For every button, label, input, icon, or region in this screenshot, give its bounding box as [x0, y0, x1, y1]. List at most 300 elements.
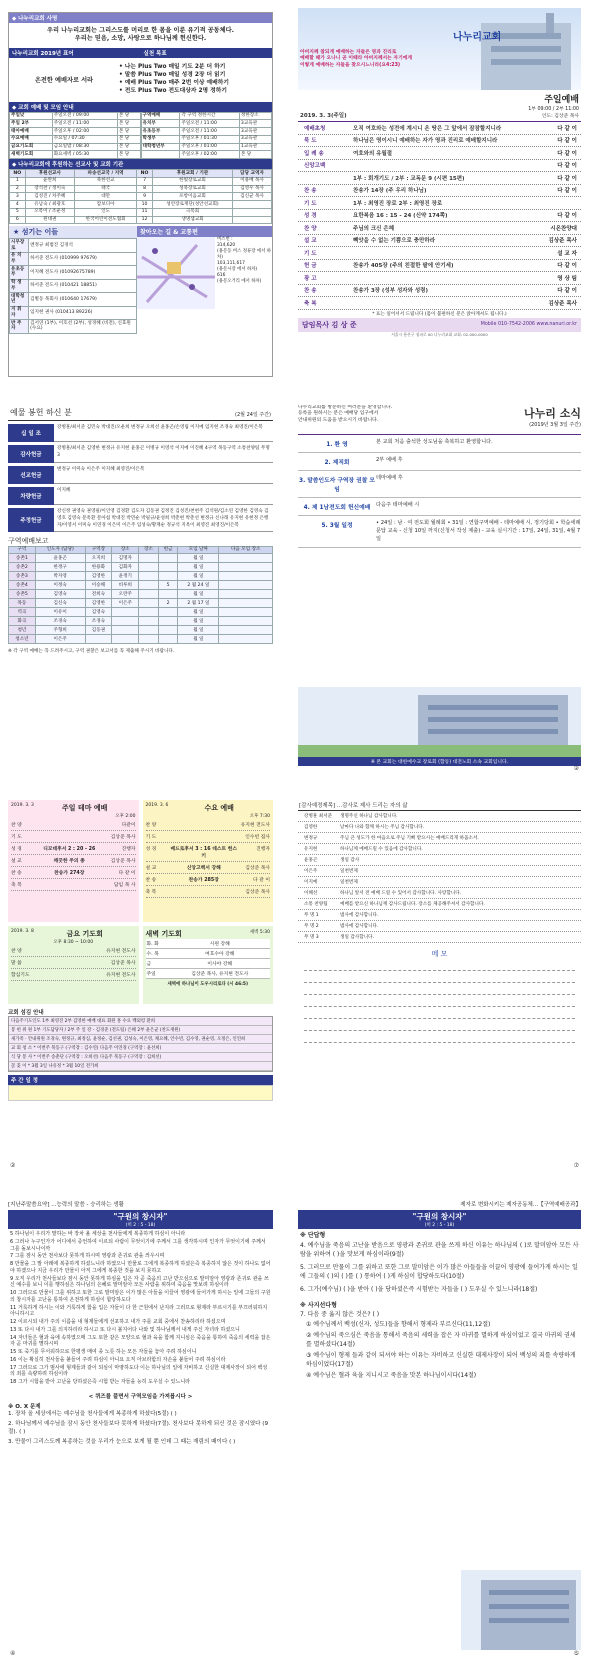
sunday-row	[11, 867, 136, 879]
district-cell: 주형희	[35, 626, 85, 635]
order-content: 1부 : 회개기도 / 2부 : 교독문 9 (시편 15편)	[353, 175, 465, 182]
mission-cell: 생명샘교회	[152, 216, 232, 224]
district-row	[9, 581, 273, 590]
district-cell: 이정숙	[35, 581, 85, 590]
offering-row	[8, 466, 273, 484]
thanks-text: 일천번제	[340, 880, 358, 885]
pastor-contact	[298, 318, 581, 332]
bulletin-page-5	[8, 800, 273, 1175]
sunday-title: 주일 테마 예배	[61, 804, 108, 812]
order-content: 주님의 크신 은혜	[353, 225, 395, 232]
schedule-cell: 금요기도회	[10, 143, 53, 151]
schedule-row	[141, 128, 272, 136]
mission-cell	[233, 208, 272, 216]
dawn-row	[146, 949, 271, 959]
order-row	[298, 222, 581, 235]
staff-name: 하서준 전도사 (010421 18851)	[29, 279, 137, 292]
choice-item: ③ 예수님이 형제 들과 같이 되셔야 하는 이유는 자비하고 신실한 대제사장이 되어 백성의 죄를 속량하게 하심이었다(17절)	[306, 1351, 576, 1368]
wed-cell: 베드로후서 3 : 16 데스트 헌스키	[170, 847, 238, 859]
thanks-text: 범사에 감사합니다.	[340, 924, 379, 929]
district-header: 헌금	[158, 546, 178, 554]
church-building-image	[461, 1570, 581, 1650]
service-times: 1부 09:00 / 2부 11:00	[528, 107, 579, 112]
sunday-row	[11, 879, 136, 891]
district-cell: 오란주	[112, 590, 139, 599]
mission-cell: 성안장로재단(성안선교회)	[152, 201, 232, 209]
offering-row	[8, 424, 273, 442]
district-cell: 김영한	[85, 572, 112, 581]
order-row	[298, 147, 581, 160]
fri-cell: 말 씀	[11, 961, 22, 966]
page-number: ⑤	[573, 1650, 579, 1657]
offering-type: 차량헌금	[8, 487, 54, 505]
dawn-day: 주일	[146, 972, 156, 977]
mission-cell: 인도	[75, 208, 137, 216]
district-cell: 월 일	[178, 626, 219, 635]
staff-name: 김별동 목회사 (010640 17679)	[29, 293, 137, 306]
news-content: 본 교회 처음 출석한 성도님을 축복하고 환영합니다.	[376, 439, 493, 445]
serving-row: 식 당 봉 사 * 이번주 송춘단 (구역장 : 오희선) 다음주 북동구 (구역장 : 김희선)	[9, 1053, 272, 1062]
district-cell: 월 일	[178, 563, 219, 572]
thanks-row	[298, 833, 581, 844]
order-row	[298, 135, 581, 148]
district-cell	[85, 635, 112, 644]
sunday-cell: 성 경	[11, 847, 22, 852]
district-cell	[158, 635, 178, 644]
district-cell: 윤정기	[112, 572, 139, 581]
schedule-cell: 본 당	[117, 120, 140, 128]
order-row	[298, 210, 581, 223]
thanks-name: 김영한	[304, 825, 318, 830]
schedule-row	[141, 135, 272, 143]
lesson-ref: (히 2 : 5 - 18)	[424, 1223, 455, 1228]
pastor-name: 담임목사 김 상 준	[302, 320, 357, 329]
district-cell: 월 일	[178, 608, 219, 617]
contact-info: Mobile 010-7542-2006 www.nanuri.or.kr	[480, 322, 577, 327]
schedule-row	[141, 120, 272, 128]
order-row	[298, 285, 581, 298]
schedule-cell: 유치부	[141, 120, 180, 128]
mission-cell: 1	[10, 177, 26, 185]
scripture-verse: 12 이르시되 내가 주의 이름을 내 형제들에게 선포하고 내가 주를 교회 중에서 찬송하리라 하셨으며	[10, 1319, 226, 1325]
order-row	[298, 160, 581, 173]
page-number: ②	[10, 1162, 16, 1169]
district-cell	[219, 626, 273, 635]
schedule-row	[141, 143, 272, 151]
scripture-verse: 5 하나님이 우리가 말하는 바 장차 올 세상을 천사들에게 복종하게 하심이 아니라	[10, 1231, 186, 1237]
district-cell	[158, 617, 178, 626]
scripture-verse: 6 그러나 누구인가가 어디에서 증언하여 이르되 사람이 무엇이기에 주께서 그를 생각하시며 인자가 무엇이기에 주께서 그를 돌보시나이까	[10, 1238, 266, 1252]
address: 서울시 용산구 청파로 00 나누리교회 교회: 02-000-0000	[391, 331, 488, 337]
sunday-cell: 깨끗한 주의 종	[53, 859, 85, 864]
wed-row	[146, 862, 271, 874]
mission-cell: 6	[10, 216, 26, 224]
district-cell	[158, 554, 178, 563]
sunday-cell: 김상준 목사	[110, 859, 136, 864]
schedule-cell: 1교육관	[239, 143, 271, 151]
scripture-verse: 9 오직 우리가 천사들보다 잠시 동안 못하게 하심을 입은 자 곧 죽음의 고난 받으심으로 말미암아 영광과 존귀로 관을 쓰신 예수를 보니 이를 행하심은 하나님의 은혜로 말미암아 모든 사람을 위하여 죽음을 맛보려 하심이라	[10, 1275, 269, 1289]
church-building-image	[298, 687, 581, 757]
wed-cell: 유지현 전도사	[240, 823, 270, 828]
quiz-item: 3. 만물이 그리스도께 복종하는 것을 우리가 눈으로 보게 될 뿐 인데 그 때는 재림의 때이다 ( )	[8, 1439, 236, 1446]
church-name: 나누리교회	[453, 32, 502, 43]
sunday-row	[11, 819, 136, 831]
memo-lines	[298, 959, 581, 1043]
thanks-text: 하나님 앞서 전 예배 드릴 수 있어서 감사합니다. 사랑합니다.	[340, 891, 462, 896]
thanks-name: 윤홍곤	[304, 858, 318, 863]
offering-type: 선교헌금	[8, 466, 54, 484]
thanks-row	[298, 899, 581, 910]
schedule-cell: 본 당	[117, 135, 140, 143]
staff-title: ★ 섬기는 이들	[9, 226, 137, 238]
schedule-row	[10, 143, 141, 151]
sunday-cell: 다같이	[121, 823, 136, 828]
mission-cell: 4	[10, 201, 26, 209]
schedule-cell: 주일 2부	[10, 120, 53, 128]
order-person: 다 같 이	[557, 188, 577, 195]
order-person: 다 같 이	[557, 175, 577, 182]
district-cell: 월 일	[178, 590, 219, 599]
sunday-cell: 다 같 이	[118, 871, 136, 876]
map-title: 찾아오는 길 & 교통편	[137, 226, 272, 237]
cover-banner	[298, 8, 581, 90]
schedule-title: ◆ 교회 예배 및 모임 안내	[9, 102, 272, 112]
mission-header: 후원교회 / 기관	[152, 170, 232, 178]
order-person: 김상준 목사	[548, 238, 577, 245]
schedule-cell: 금요일밤 / 08:30	[52, 143, 117, 151]
fri-cell: 합심기도	[11, 973, 30, 978]
wed-cell: 성 경	[145, 847, 157, 852]
serving-row: 다음주기도인도 1부 최영진 2부 김영한 예배 대표 회원 홍 수요 백외령 환희	[9, 1017, 272, 1026]
order-content: 찬송가 14장 (주 우리 하나님)	[353, 188, 427, 195]
district-cell	[219, 590, 273, 599]
offering-names: 강신정 권영숙 권영필/이인영 김경환 김도자 김동권 김정진 김성진/천현주 김석원/김소연 김영한 김영숙 김영호 김영숙 문옥환 문아섭 박대진 박민순 박필규/윤성희 박춘현 박춘선 변정규 신나래 유지현 유현정 은행자/이영서 이미숙 이연경 이은미 이은주 임성숙/황재순 정규석 지옥이 최영진 최영진/이은복	[54, 508, 273, 532]
offering-names: 강병훈/최서준 김영한 변정규 유지현 윤홍곤 이병규 이영석 이지예 이진혜 4구역 목동구역 소통찬양팀 무명3	[54, 445, 273, 463]
news-content: 2부 예배 후	[376, 457, 403, 463]
district-row	[9, 635, 273, 644]
schedule-cell: 주일낮	[10, 112, 53, 120]
mission-cell: 북한선교	[75, 177, 137, 185]
schedule-cell: 정한장소	[239, 112, 271, 120]
order-content: 찬송가 3장 (성부 성자와 성령)	[353, 288, 428, 295]
news-heading: 3. 말씀인도자 구역장 권찰 모임	[299, 478, 375, 493]
district-cell: 역곡	[9, 608, 36, 617]
district-cell	[139, 572, 159, 581]
question-7: 7. 다음 중 옳지 않은 것은? ( )	[300, 1311, 380, 1319]
staff-row	[10, 306, 137, 319]
serving-row: 봉 헌 위 원 1부 기도담당자 / 2부 주 일 강 - 김경준 (전도팀) 은혜 2부 윤은균 (찬도재원)	[9, 1026, 272, 1035]
district-cell	[219, 581, 273, 590]
mission-cell: 한빛장로교회	[152, 177, 232, 185]
order-item: 축 복	[304, 300, 317, 307]
staff-name: 엔정규 최범진 김경석	[29, 239, 137, 252]
schedule-cell: 학생부	[141, 135, 180, 143]
mission-row	[10, 216, 272, 224]
thanks-row	[298, 822, 581, 833]
order-person: 김상준 목사	[548, 300, 577, 307]
schedule-cell	[141, 151, 180, 159]
thanks-text: 하나님께 예배드릴 수 있음에 감사합니다.	[340, 847, 423, 852]
service-title: 주일예배	[544, 95, 579, 105]
wed-cell: 다 같 이	[253, 878, 270, 883]
vision-box	[9, 23, 272, 48]
lesson-body: ※ 단답형 4. 예수님을 죽음의 고난을 받음으로 영광과 존귀로 관을 쓰게 하신 이유는 하나님의 ( )로 말미암아 모든 사람을 위하여 ( )을 맛보게 하심이라(9절) 5. 그러므로 만물이 그를 위하고 또한 그로 말미암은 이가 많은 아들들을 이끌어 영광에 들어가게 하시는 일에 그들의 ( )의 ( )를 ( ) 통하여 ( )게 하심이 합당하도다(10절) 6. 그가(예수님) ( )을 받아 ( )을 당하셨은즉 시험받는 자들을 ( ) 도우실 수 있느니라(18절) ※ 사지선다형 7. 다음 중 옳지 않은 것은? ( ) ① 예수님께서 백성(신자, 성도)들을 향해서 형제라 부르신다(11,12절) ② 예수님의 죽으심은 죽음을 통해서 죽음의 세력을 잡은 자 마귀를 멸하게 하심이었고 결국 마귀의 권세를 멸하셨다(14절) ③ 예수님이 형제 들과 같이 되셔야 하는 이유는 자비하고 신실한 대제사장이 되어 백성의 죄를 속량하게 하심이었다(17절) ④ 예수님은 혈과 육을 지니시고 죽음을 맛본 하나님이시다(14절)	[300, 1232, 579, 1379]
district-cell	[219, 554, 273, 563]
district-cell	[139, 608, 159, 617]
order-item: 광 고	[304, 275, 317, 282]
schedule-cell: 화요새벽 / 05:30	[52, 151, 117, 159]
district-cell: 조경숙	[35, 617, 85, 626]
order-row	[298, 260, 581, 273]
wed-cell: 설 교	[145, 866, 157, 871]
schedule-cell: 주일오후 / 01:00	[180, 143, 239, 151]
sunday-cell: 기 도	[11, 835, 22, 840]
scripture-verse: 8 만물을 그 발 아래에 복종하게 하셨느니라 하였으니 만물로 그에게 복종하게 하셨은즉 복종하지 않은 것이 하나도 없어야 하겠으나 지금 우리가 만물이 아직 그에게 복종한 것을 보지 못하고	[10, 1261, 271, 1274]
order-item: 성 경	[304, 213, 317, 220]
service-leader: 인도: 김상준 목사	[541, 114, 579, 119]
district-cell: 5	[158, 581, 178, 590]
mission-cell: 김성진 / 차주혜	[25, 193, 74, 201]
news-row	[298, 453, 581, 471]
sermon-ref: (히 2 : 5 - 18)	[125, 1223, 156, 1228]
fri-row	[11, 957, 136, 969]
district-cell: 월 일	[178, 617, 219, 626]
dawn-row	[146, 969, 271, 979]
news-row	[298, 471, 581, 498]
order-item: 예배초청	[304, 125, 326, 132]
choice-item: ① 예수님께서 백성(신자, 성도)들을 향해서 형제라 부르신다(11,12절)	[306, 1320, 491, 1328]
quiz-item: 1. 장차 올 세상에서는 예수님을 천사들에게 복종하게 하셨다(5절) ( )	[8, 1410, 177, 1417]
wed-cell: 찬송가 285장	[188, 878, 219, 883]
dawn-day: 금	[146, 962, 152, 967]
sunday-cell: 축 복	[11, 883, 22, 888]
mission-cell: 9	[137, 193, 153, 201]
district-cell: 김영한	[85, 599, 112, 608]
district-cell: 김동권	[85, 626, 112, 635]
thanks-text: 생명주신 하나님 감사합니다.	[340, 814, 398, 819]
district-header: 장소	[112, 546, 139, 554]
serving-row: 새가족 · 안내위원 조경숙, 변정규, 최정심, 윤정순, 김선권, 김성숙, 이은영, 채요혜, 안수빈, 김수영, 권순영, 오정은, 인연희	[9, 1035, 272, 1044]
schedule-cell: 본 당	[117, 151, 140, 159]
wed-title: 수요 예배	[204, 804, 234, 812]
sunday-cell: 디모데후서 2 : 20 - 26	[43, 847, 96, 852]
district-cell: 김신숙	[35, 599, 85, 608]
practice-title: 실천 목표	[141, 48, 273, 58]
fri-cell	[35, 947, 104, 954]
mission-cell: 김신균 목사	[233, 193, 272, 201]
schedule-cell: 주일오후 / 02:00	[180, 151, 239, 159]
scripture-verse: 17 그러므로 그가 범사에 형제들과 같이 되심이 마땅하도다 이는 하나님의 일에 자비하고 신실한 대제사장이 되어 백성의 죄를 속량하려 하심이라	[10, 1364, 268, 1378]
mission-title: ◆ 나누리교회에 후원하는 선교사 및 교회 기관	[9, 159, 272, 169]
district-cell	[158, 608, 178, 617]
schedule-cell: 본 당	[117, 128, 140, 136]
goal-title: 나누리교회 2019년 표어	[9, 48, 141, 58]
news-content: 테마예배 후	[376, 475, 403, 481]
weekly-schedule-box	[8, 1085, 273, 1101]
district-cell: 조경숙	[85, 617, 112, 626]
order-item: 찬 송	[304, 288, 317, 295]
staff-role: 유초등부	[10, 266, 29, 279]
district-cell: 청소년	[9, 635, 36, 644]
mission-row	[10, 201, 272, 209]
staff-row	[10, 293, 137, 306]
thanks-row	[298, 910, 581, 921]
schedule-cell: 각 구역 정한시간	[180, 112, 239, 120]
mission-cell: 태국	[75, 185, 137, 193]
memo-title: 메 모	[431, 950, 448, 958]
order-row	[298, 172, 581, 185]
staff-name: 이지혜 전도사 (01092675789)	[29, 266, 137, 279]
mission-cell: 8	[137, 185, 153, 193]
scripture-verse: 16 이는 확실히 천사들을 붙들어 주려 하심이 아니요 오직 아브라함의 자손을 붙들어 주려 하심이라	[10, 1356, 226, 1363]
district-row	[9, 626, 273, 635]
sunday-cell: 찬 양	[11, 823, 22, 828]
footnote: * 표는 일어서서 드립니다 (몸이 불편하신 분은 앉아계셔도 됩니다.)	[372, 311, 507, 317]
serving-row: 꽃 꽂 이 * 3월 3일 나유정 * 3월 10일 전가희	[9, 1062, 272, 1071]
district-note: ※ 각 구역 예배는 꼭 드려주시고, 구역 권찰은 보고서를 꼭 제출해 주시기 바랍니다.	[8, 649, 175, 655]
schedule-table	[9, 112, 272, 159]
schedule-row	[141, 112, 272, 120]
mission-header: NO	[10, 170, 26, 178]
district-header: 다음 모임 장소	[219, 546, 273, 554]
dawn-row	[146, 939, 271, 949]
district-cell: 박자영	[35, 572, 85, 581]
sunday-cell	[35, 881, 104, 888]
district-cell: 비루희	[112, 581, 139, 590]
practice-3: • 예배 Plus Two 매주 2번 이상 예배하기	[119, 79, 229, 86]
weekly-schedule-title: 주 간 일 정	[8, 1075, 273, 1085]
staff-name: 임지현 권사 (010413 89226)	[29, 306, 137, 319]
thanks-row	[298, 844, 581, 855]
fri-row	[11, 945, 136, 957]
staff-row	[10, 279, 137, 292]
order-item: 신앙고백	[304, 163, 326, 170]
order-content: 1부 : 최영진 장로 2부 : 최영진 장로	[353, 200, 443, 207]
district-cell	[158, 572, 178, 581]
scripture-verse: 10 그러므로 만물이 그를 위하고 또한 그로 말미암은 이가 많은 아들을 이끌어 영광에 들어가게 하시는 일에 그들의 구원의 창시자를 고난을 통하여 온전하게 하심이 합당하도다	[10, 1290, 271, 1303]
schedule-cell: 본 당	[239, 151, 271, 159]
order-of-worship	[298, 121, 581, 310]
thanks-row	[298, 921, 581, 932]
mission-header: NO	[137, 170, 153, 178]
mission-row	[10, 185, 272, 193]
scripture-verse: 14 자녀들은 혈과 육에 속하였으매 그도 또한 같은 모양으로 혈과 육을 함께 지니심은 죽음을 통하여 죽음의 세력을 잡은 자 곧 마귀를 멸하시며	[10, 1334, 271, 1348]
news-list	[298, 434, 581, 548]
wednesday-service: 2019. 3. 6 수요 예배 오후 7:30 찬 양 유지현 전도사 기 도 인수빈 집사 성 경 베드로후서 3 : 16 데스트 헌스키 진행자 설 교 신앙고백서 강해 김상준 목사 찬 송 찬송가 285장 다 같 이 축 복 김상준 목사	[143, 800, 274, 922]
fri-row	[11, 969, 136, 981]
fri-cell: 찬 양	[11, 949, 22, 954]
quiz-list	[8, 1410, 273, 1446]
district-cell: 송촌1	[9, 554, 36, 563]
offering-type: 십 일 조	[8, 424, 54, 442]
district-cell: 전희숙	[85, 590, 112, 599]
practice-4: • 전도 Plus Two 전도대상자 2명 정하기	[119, 87, 227, 94]
sunday-row	[11, 855, 136, 867]
sunday-theme-service: 2019. 3. 3 주일 테마 예배 오후 2:00 찬 양 다같이 기 도 김상준 목사 성 경 디모데후서 2 : 20 - 26 진행자 설 교 깨끗한 주의 종 김상준 목사 찬 송 찬송가 274장 다 같 이 축 복 담임 목 사	[8, 800, 139, 922]
order-person: 다 같 이	[557, 213, 577, 220]
thanks-list	[298, 811, 581, 943]
mission-cell: 3	[10, 193, 26, 201]
wed-cell: 김상준 목사	[245, 890, 270, 895]
order-item: 설 교	[304, 238, 317, 245]
scripture-verse: 13 또 다시 내가 그를 의지하리라 하시고 또 다시 볼지어다 나와 및 하나님께서 내게 주신 자녀라 하셨으니	[10, 1326, 240, 1333]
sunday-cell: 찬송가 274장	[54, 871, 85, 876]
schedule-cell: 주일오전 / 11:00	[180, 128, 239, 136]
thanks-name: 유지현	[304, 847, 318, 852]
church-marker-icon	[167, 262, 181, 274]
mission-cell: 11	[137, 208, 153, 216]
order-person: 시온찬양대	[550, 225, 577, 232]
offering-names: 강병훈/최서준 김민숙 박대진/오운희 변정규 오희선 윤홍곤/손영림 이지예 임지현 조경숙 최영진/이은복	[54, 424, 273, 442]
mission-cell: 윤완희	[25, 177, 74, 185]
mission-cell: 성북장로교회	[152, 185, 232, 193]
schedule-row	[10, 151, 141, 159]
order-person: 영 상 팀	[557, 275, 577, 282]
quiz-title: < 퀴즈를 풀면서 구역모임을 가져봅시다 >	[88, 1393, 193, 1400]
staff-name: 김서연 (1부), 이호선 (2부), 성경혜 (비전), 신효원 (수요)	[29, 320, 137, 333]
district-cell: 2 월 17 일	[178, 599, 219, 608]
practice-1: • 나는 Plus Two 매일 기도 2분 더 하기	[119, 64, 226, 71]
thanks-name: 무 명 1	[304, 913, 319, 918]
district-cell	[112, 626, 139, 635]
fri-cell	[35, 959, 104, 966]
wed-cell: 인수빈 집사	[245, 835, 270, 840]
sunday-cell	[35, 821, 104, 828]
choice-item: ④ 예수님은 혈과 육을 지니시고 죽음을 맛본 하나님이시다(14절)	[306, 1371, 477, 1379]
thanks-row	[298, 877, 581, 888]
schedule-cell: 유초등부	[141, 128, 180, 136]
staff-row	[10, 252, 137, 265]
mission-cell: 극복회	[152, 208, 232, 216]
serving-row: 교 회 청 소 * 이번주 북동구 (구역장 : 김수연) 다음주 이연경 (구역장 : 윤선희)	[9, 1044, 272, 1053]
order-item: 묵 도	[304, 138, 317, 145]
order-item: 찬 송	[304, 188, 317, 195]
mission-cell: 5	[10, 208, 26, 216]
district-cell	[139, 563, 159, 572]
dawn-topic: 김상준 목사, 유지현 전도사	[191, 972, 249, 977]
district-cell	[219, 599, 273, 608]
district-cell: 김영숙	[35, 590, 85, 599]
district-cell	[139, 617, 159, 626]
fri-cell: 유지현 전도사	[106, 973, 136, 978]
wed-row	[146, 886, 271, 898]
mission-cell: 한국어린이전도협회	[75, 216, 137, 224]
mission-cell: 12	[137, 216, 153, 224]
district-cell	[219, 563, 273, 572]
welcome-intro: 나누리교회를 방문하신 여러분을 환영합니다. 등록을 원하시는 분은 예배당 입구에서 안내위원의 도움을 받으시기 바랍니다.	[298, 405, 393, 423]
denomination-footer: ※ 본 교회는 대한예수교 장로회 (합동) 대전노회 소속 교회입니다.	[298, 757, 581, 766]
wed-row	[146, 843, 271, 862]
schedule-cell: 본 당	[117, 112, 140, 120]
thanks-row	[298, 866, 581, 877]
question-6: 6. 그가(예수님) ( )을 받아 ( )을 당하셨은즉 시험받는 자들을 ( ) 도우실 수 있느니라(18절)	[300, 1285, 538, 1293]
mission-cell: 2	[10, 185, 26, 193]
district-cell	[139, 590, 159, 599]
news-heading: 4. 제 1남전도회 헌신예배	[303, 505, 371, 511]
thanks-row	[298, 811, 581, 822]
sunday-cell: 찬 송	[11, 871, 22, 876]
sunday-row	[11, 843, 136, 855]
lesson-header: 제자로 변화시키는 제자공동체...【구역예배공과】	[460, 1202, 581, 1208]
schedule-cell: 태아예배	[10, 128, 53, 136]
district-header: 인도자 (담당)	[35, 546, 85, 554]
offering-period: (2월 24일 주간)	[235, 412, 271, 418]
bulletin-page-2	[298, 8, 581, 373]
goal-box	[9, 58, 272, 102]
fri-title: 금요 기도회	[66, 930, 103, 938]
news-row	[298, 516, 581, 548]
offering-names: 이지혜	[54, 487, 273, 505]
